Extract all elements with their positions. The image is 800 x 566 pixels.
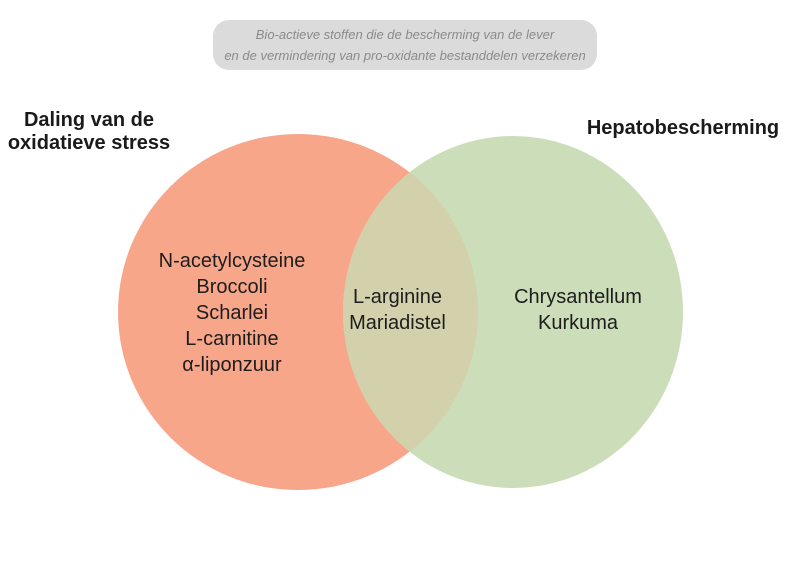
- info-banner-line1: Bio-actieve stoffen die de bescherming van de lever: [255, 27, 555, 42]
- list-item: L-arginine: [353, 286, 442, 308]
- left-circle-title-line1: Daling van de: [23, 109, 155, 131]
- info-banner-line2: en de vermindering van pro-oxidante bestanddelen verzekeren: [224, 48, 586, 63]
- left-circle-title: [0, 109, 178, 155]
- list-item: Kurkuma: [537, 312, 619, 334]
- list-item: α-liponzuur: [182, 354, 282, 376]
- left-circle-title-line2: oxidatieve stress: [7, 132, 171, 154]
- left-circle-items: [122, 248, 342, 378]
- right-circle-title: Hepatobescherming: [586, 117, 780, 139]
- right-circle-items: [478, 284, 678, 336]
- list-item: L-carnitine: [185, 328, 279, 350]
- list-item: N-acetylcysteine: [158, 250, 306, 272]
- list-item: Chrysantellum: [514, 286, 642, 308]
- overlap-items: [315, 284, 480, 336]
- list-item: Broccoli: [196, 276, 268, 298]
- list-item: Scharlei: [195, 302, 269, 324]
- info-banner: [213, 20, 597, 70]
- list-item: Mariadistel: [349, 312, 446, 334]
